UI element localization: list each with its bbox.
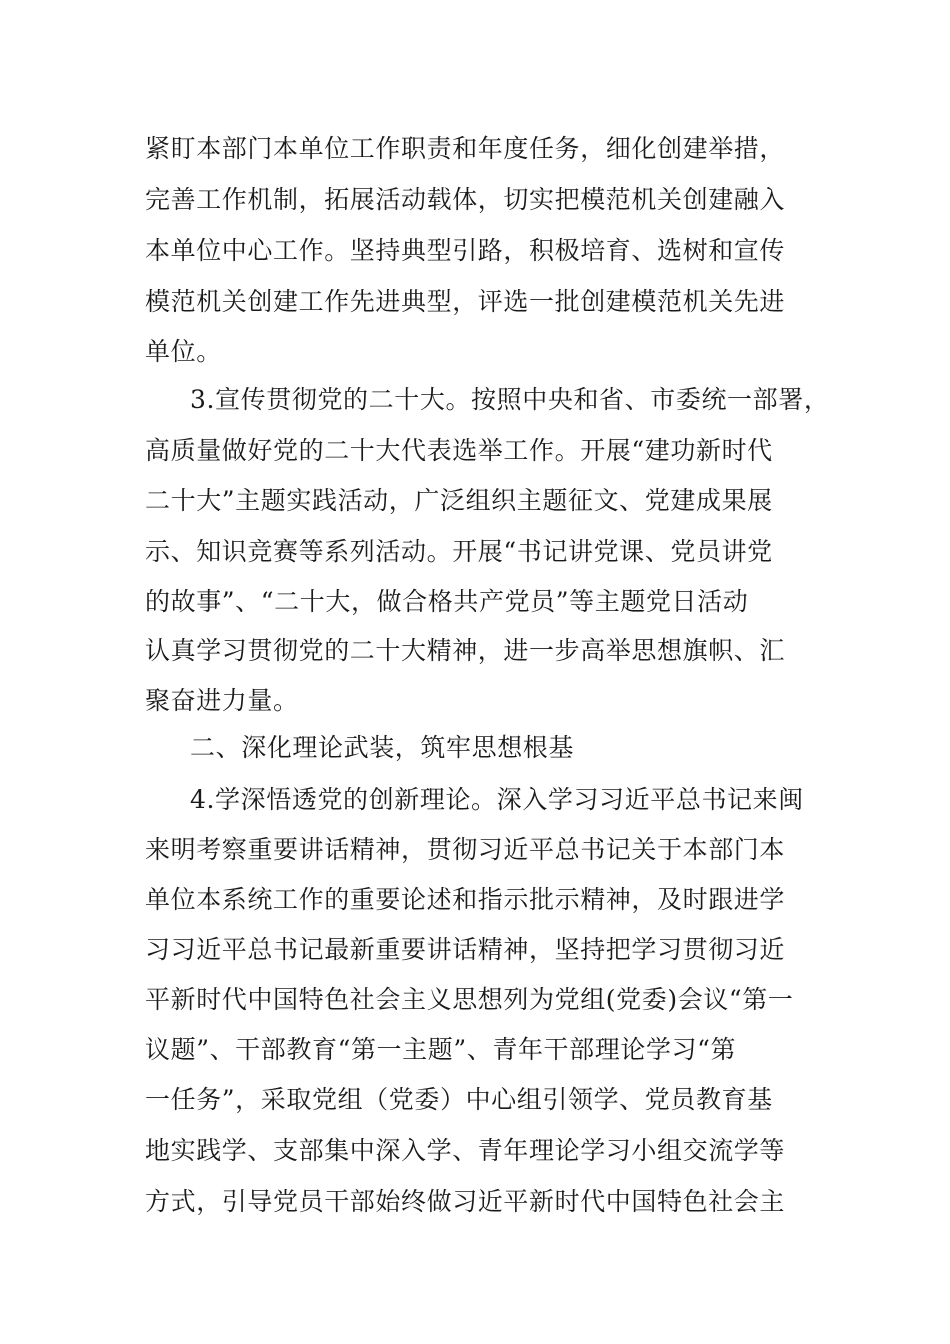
- paragraph-line: 3.宣传贯彻党的二十大。按照中央和省、市委统一部署，: [190, 385, 830, 414]
- paragraph-line: 方式，引导党员干部始终做习近平新时代中国特色社会主: [145, 1187, 786, 1216]
- paragraph-line: 一任务”，采取党组（党委）中心组引领学、党员教育基: [145, 1085, 773, 1114]
- paragraph-line: 完善工作机制，拓展活动载体，切实把模范机关创建融入: [145, 185, 786, 214]
- paragraph-line: 4.学深悟透党的创新理论。深入学习习近平总书记来闽: [190, 785, 804, 814]
- paragraph-line: 平新时代中国特色社会主义思想列为党组(党委)会议“第一: [145, 985, 794, 1014]
- paragraph-line: 本单位中心工作。坚持典型引路，积极培育、选树和宣传: [145, 236, 786, 265]
- section-heading: 二、深化理论武装，筑牢思想根基: [190, 733, 575, 762]
- paragraph-line: 二十大”主题实践活动，广泛组织主题征文、党建成果展: [145, 486, 773, 515]
- paragraph-line: 习习近平总书记最新重要讲话精神，坚持把学习贯彻习近: [145, 935, 786, 964]
- paragraph-line: 来明考察重要讲话精神，贯彻习近平总书记关于本部门本: [145, 835, 786, 864]
- paragraph-line: 紧盯本部门本单位工作职责和年度任务，细化创建举措，: [145, 134, 786, 163]
- paragraph-line: 示、知识竞赛等系列活动。开展“书记讲党课、党员讲党: [145, 537, 773, 566]
- paragraph-line: 单位。: [145, 337, 222, 366]
- paragraph-line: 模范机关创建工作先进典型，评选一批创建模范机关先进: [145, 287, 786, 316]
- paragraph-line: 高质量做好党的二十大代表选举工作。开展“建功新时代: [145, 436, 773, 465]
- paragraph-line: 单位本系统工作的重要论述和指示批示精神，及时跟进学: [145, 885, 786, 914]
- paragraph-line: 地实践学、支部集中深入学、青年理论学习小组交流学等: [145, 1136, 786, 1165]
- paragraph-line: 议题”、干部教育“第一主题”、青年干部理论学习“第: [145, 1035, 737, 1064]
- paragraph-line: 聚奋进力量。: [145, 686, 299, 715]
- paragraph-line: 的故事”、“二十大，做合格共产党员”等主题党日活动: [145, 587, 749, 616]
- paragraph-line: 认真学习贯彻党的二十大精神，进一步高举思想旗帜、汇: [145, 636, 786, 665]
